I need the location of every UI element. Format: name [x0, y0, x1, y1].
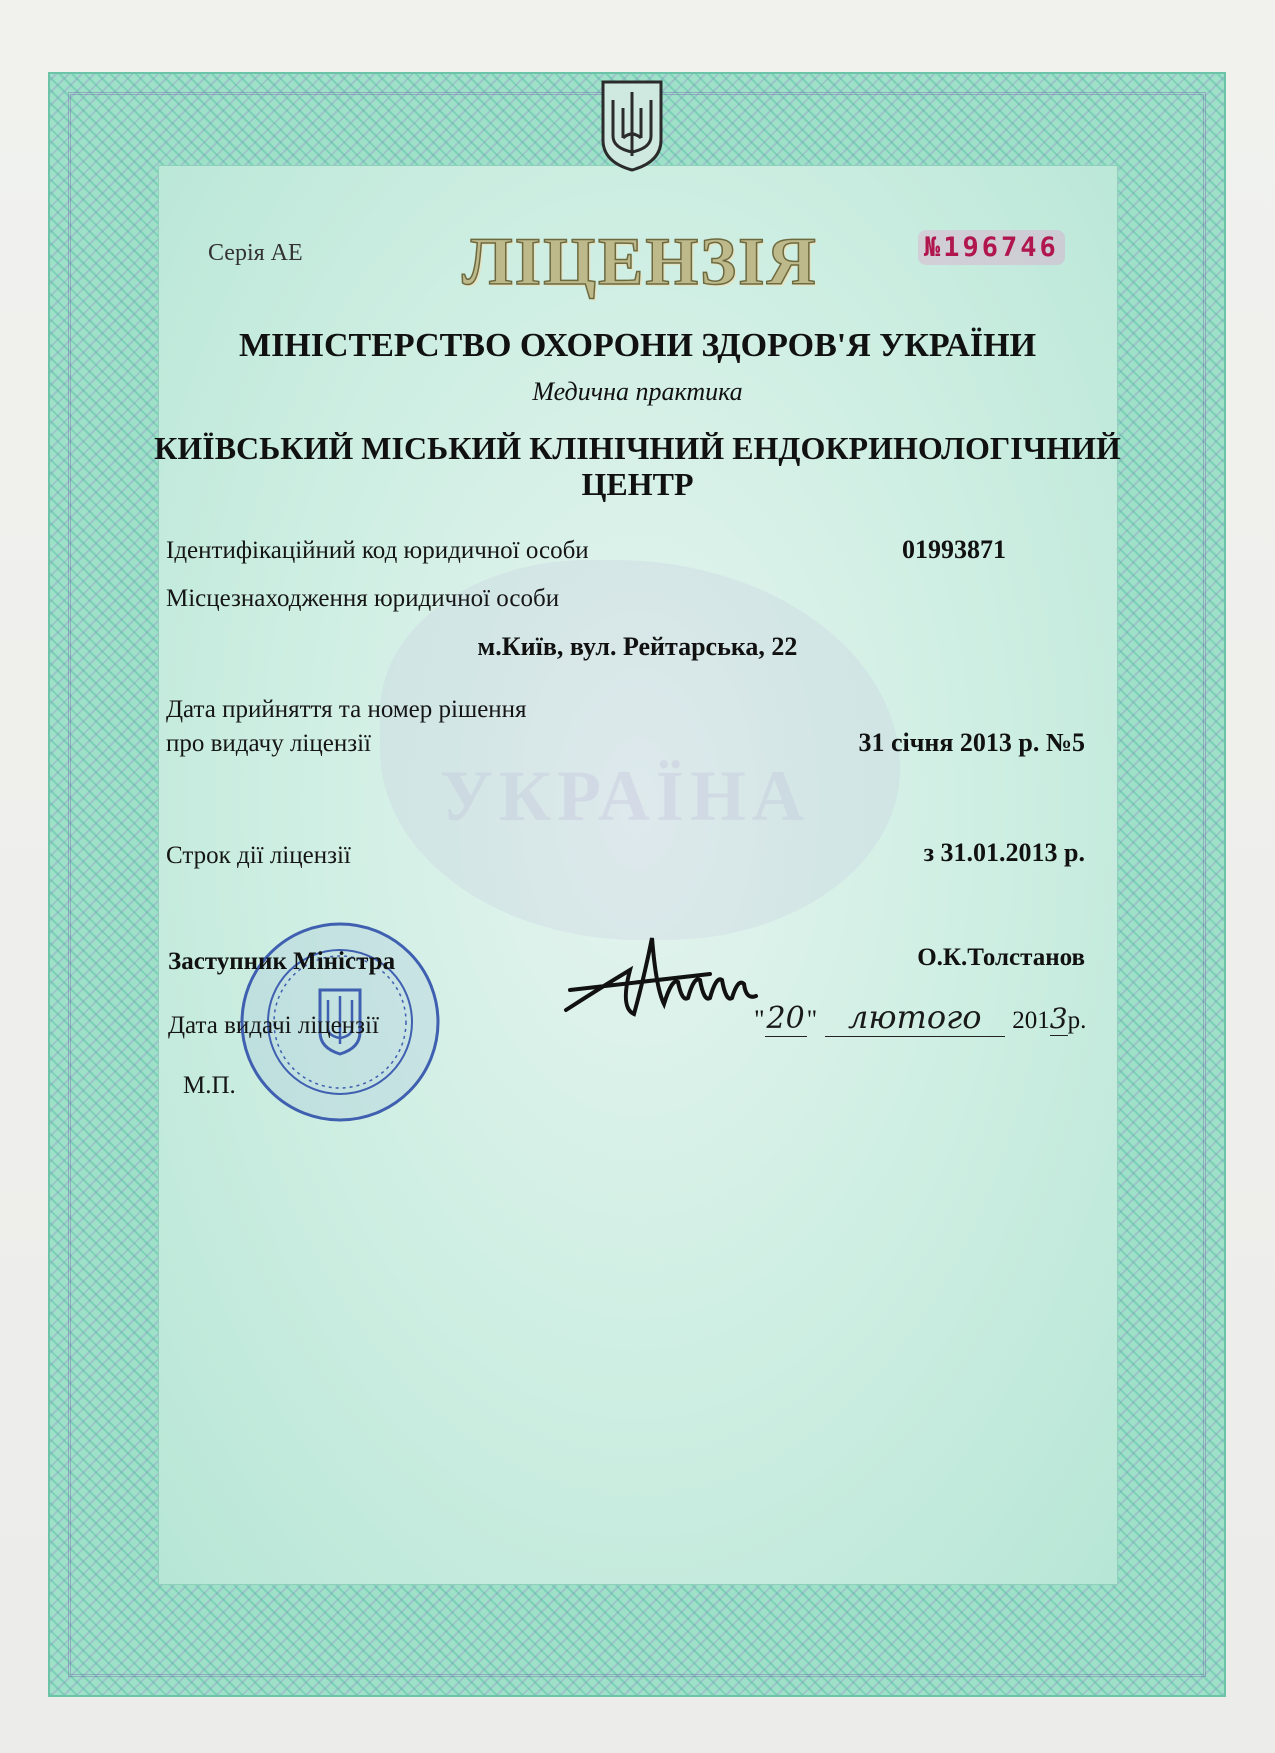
issue-month: лютого	[825, 998, 1005, 1037]
validity-label: Строк дії ліцензії	[166, 842, 351, 869]
location-value: м.Київ, вул. Рейтарська, 22	[477, 632, 798, 661]
organization-name: КИЇВСЬКИЙ МІСЬКИЙ КЛІНІЧНИЙ ЕНДОКРИНОЛОГІЧНИЙ ЦЕНТР	[154, 430, 1121, 502]
decision-value: 31 січня 2013 р. №5	[858, 728, 1085, 757]
location-label: Місцезнаходження юридичної особи	[166, 585, 560, 612]
handwritten-signature-icon	[560, 918, 770, 1028]
issue-date: "20" лютого 2013р.	[754, 998, 1087, 1036]
issuer-heading: МІНІСТЕРСТВО ОХОРОНИ ЗДОРОВ'Я УКРАЇНИ	[238, 327, 1037, 364]
id-code-value: 01993871	[902, 535, 1006, 564]
seal-place-label: М.П.	[183, 1072, 236, 1099]
trident-emblem-icon	[599, 78, 665, 173]
decision-label-line2: про видачу ліцензії	[166, 730, 371, 757]
validity-value: з 31.01.2013 р.	[923, 838, 1085, 867]
issue-year-suffix: р.	[1067, 1007, 1087, 1034]
signer-name: О.К.Толстанов	[917, 944, 1085, 971]
document-title: ЛІЦЕНЗІЯ	[462, 223, 818, 299]
issue-date-label: Дата видачі ліцензії	[168, 1012, 379, 1039]
activity-type: Медична практика	[532, 377, 743, 406]
watermark-text: УКРАЇНА	[440, 756, 810, 836]
license-number: №196746	[918, 230, 1065, 265]
decision-label-line1: Дата прийняття та номер рішення	[166, 696, 527, 723]
issue-year-prefix: 201	[1012, 1007, 1050, 1034]
issue-year-digit: 3	[1049, 1002, 1068, 1035]
issue-day: 20	[766, 1001, 805, 1036]
series-label: Серія АЕ	[208, 240, 303, 266]
id-code-label: Ідентифікаційний код юридичної особи	[166, 537, 589, 564]
signer-position: Заступник Міністра	[168, 948, 396, 975]
